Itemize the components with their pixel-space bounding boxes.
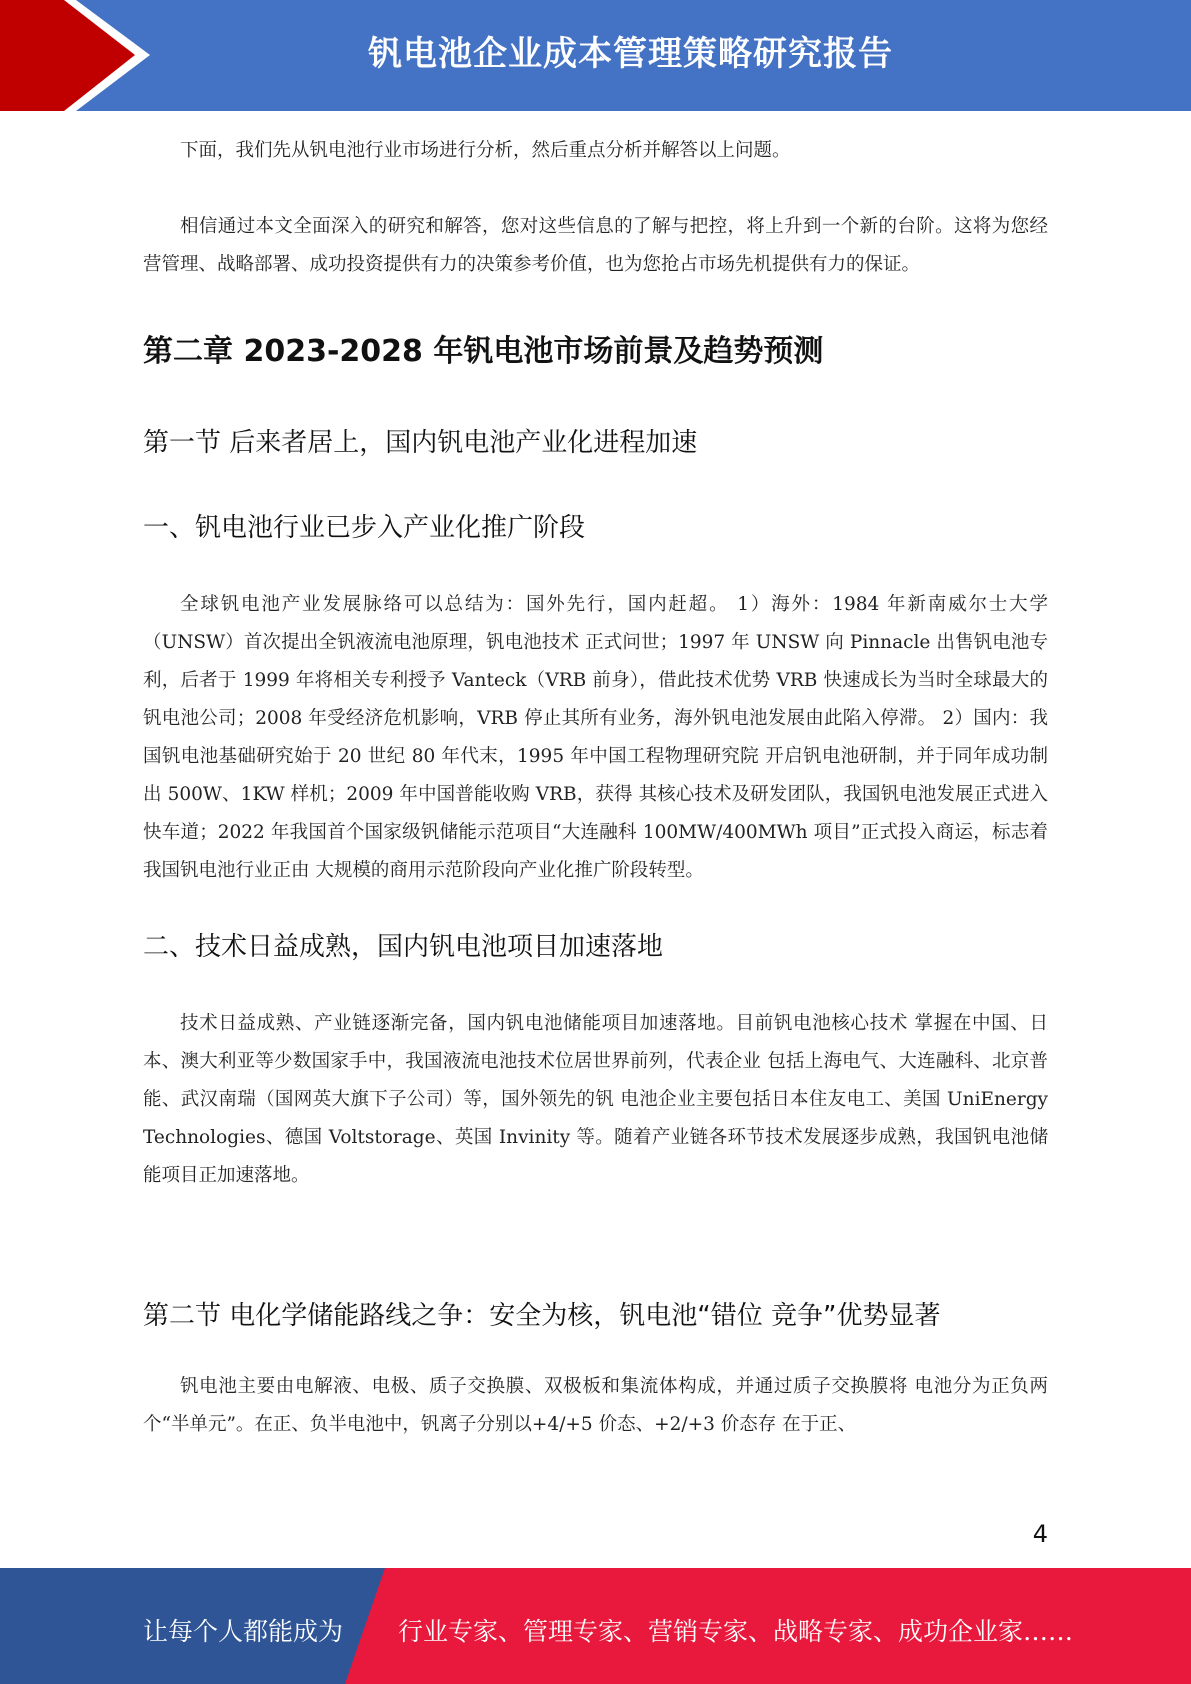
footer-slogan-right: 行业专家、管理专家、营销专家、战略专家、成功企业家…… [398, 1617, 1074, 1646]
paragraph-structure: 钒电池主要由电解液、电极、质子交换膜、双极板和集流体构成，并通过质子交换膜将 电池分为正负两个“半单元”。在正、负半电池中，钒离子分别以+4/+5 价态、+2/+3 价态存 在于正、 [143, 1376, 1048, 1435]
section-heading-2: 第二节 电化学储能路线之争：安全为核，钒电池“错位 竞争”优势显著 [143, 1301, 941, 1331]
page-header [0, 0, 1191, 111]
page-number: 4 [1032, 1520, 1048, 1548]
chapter-heading: 第二章 2023-2028 年钒电池市场前景及趋势预测 [143, 334, 824, 369]
section-heading-1: 第一节 后来者居上，国内钒电池产业化进程加速 [143, 428, 698, 458]
report-title: 钒电池企业成本管理策略研究报告 [368, 34, 893, 74]
paragraph-history: 全球钒电池产业发展脉络可以总结为：国外先行，国内赶超。 1）海外：1984 年新南威尔士大学（UNSW）首次提出全钒液流电池原理，钒电池技术 正式问世；1997 年 UNSW 向 Pinnacle 出售钒电池专利，后者于 1999 年将相关专利授予 Vanteck（VRB 前身），借此技术优势 VRB 快速成长为当时全球最大的钒电池公司；2008 年受经济危机影响，VRB 停止其所有业务，海外钒电池发展由此陷入停滞。 2）国内：我国钒电池基础研究始于 20 世纪 80 年代末，1995 年中国工程物理研究院 开启钒电池研制，并于同年成功制出 500W、1KW 样机；2009 年中国普能收购 VRB，获得 其核心技术及研发团队，我国钒电池发展正式进入快车道；2022 年我国首个国家级钒储能示范项目“大连融科 100MW/400MWh 项目”正式投入商运，标志着我国钒电池行业正由 大规模的商用示范阶段向产业化推广阶段转型。 [143, 594, 1048, 881]
subsection-heading-2: 二、技术日益成熟，国内钒电池项目加速落地 [143, 932, 664, 962]
paragraph-tech: 技术日益成熟、产业链逐渐完备，国内钒电池储能项目加速落地。目前钒电池核心技术 掌握在中国、日本、澳大利亚等少数国家手中，我国液流电池技术位居世界前列，代表企业 包括上海电气、大连融科、北京普能、武汉南瑞（国网英大旗下子公司）等，国外领先的钒 电池企业主要包括日本住友电工、美国 UniEnergy Technologies、德国 Voltstorage、英国 Invinity 等。随着产业链各环节技术发展逐步成熟，我国钒电池储能项目正加速落地。 [143, 1013, 1048, 1186]
page-footer [0, 1568, 1191, 1684]
subsection-heading-1: 一、钒电池行业已步入产业化推广阶段 [143, 513, 586, 543]
page-content [143, 132, 1048, 1444]
footer-slogan-left: 让每个人都能成为 [143, 1617, 344, 1646]
paragraph-intro-1: 下面，我们先从钒电池行业市场进行分析，然后重点分析并解答以上问题。 [180, 140, 791, 161]
paragraph-intro-2: 相信通过本文全面深入的研究和解答，您对这些信息的了解与把控，将上升到一个新的台阶。这将为您经营管理、战略部署、成功投资提供有力的决策参考价值，也为您抢占市场先机提供有力的保证。 [143, 216, 1048, 275]
